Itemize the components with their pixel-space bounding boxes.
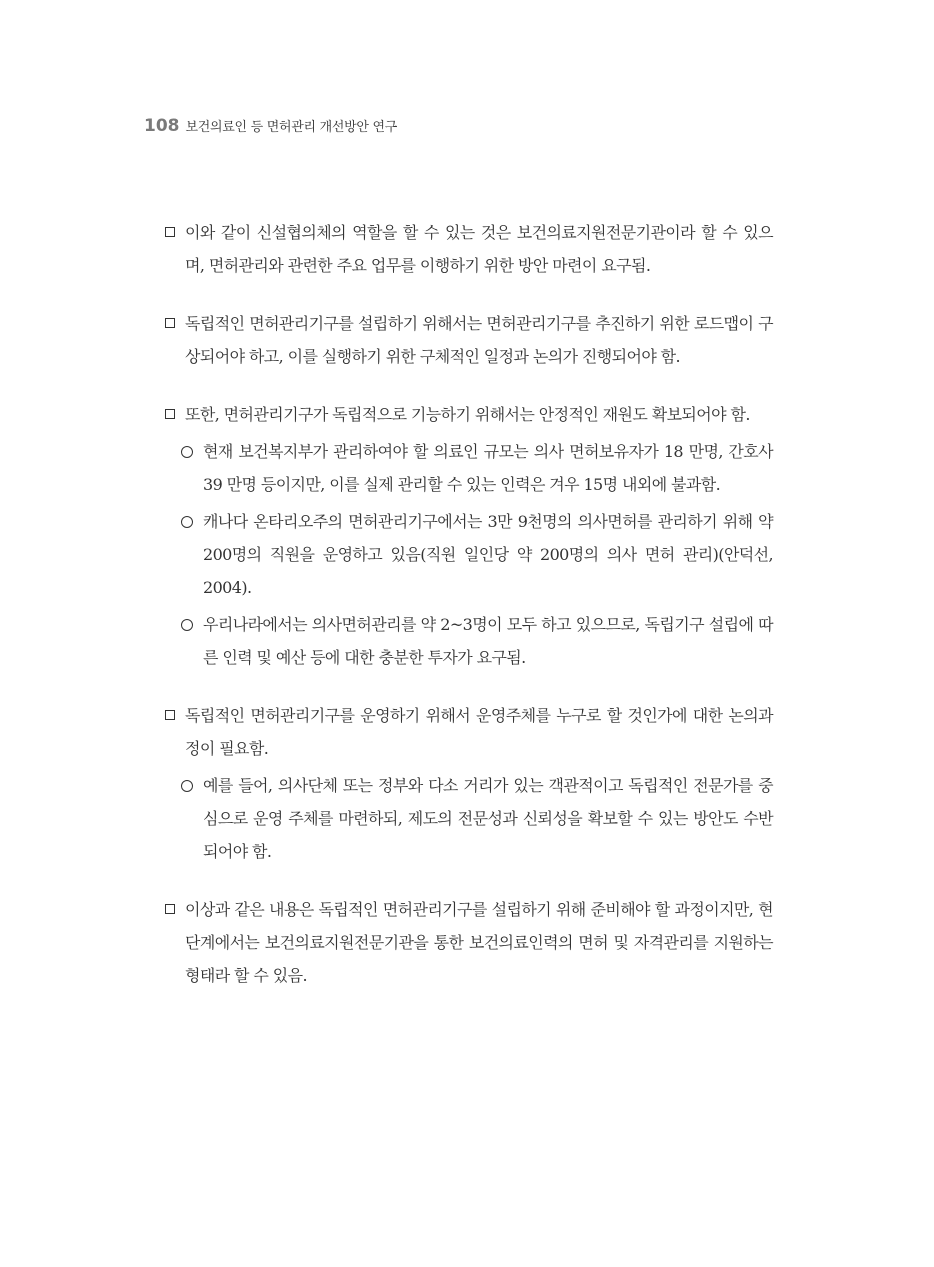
item-text: 독립적인 면허관리기구를 운영하기 위해서 운영주체를 누구로 할 것인가에 대한 논의과정이 필요함. xyxy=(185,706,773,758)
item-text: 독립적인 면허관리기구를 설립하기 위해서는 면허관리기구를 추진하기 위한 로드맵이 구상되어야 하고, 이를 실행하기 위한 구체적인 일정과 논의가 진행되어야 함. xyxy=(185,314,773,366)
sub-item-text: 캐나다 온타리오주의 면허관리기구에서는 3만 9천명의 의사면허를 관리하기 위해 약 200명의 직원을 운영하고 있음(직원 일인당 약 200명의 의사 면허 관리)(안덕선, 2004). xyxy=(203,512,773,597)
square-bullet-item xyxy=(163,307,773,373)
square-bullet-item xyxy=(163,699,773,765)
square-bullet-item xyxy=(163,398,773,431)
square-bullet-item xyxy=(163,893,773,992)
circle-bullet-item xyxy=(163,769,773,868)
page-header xyxy=(144,116,397,136)
item-text: 이상과 같은 내용은 독립적인 면허관리기구를 설립하기 위해 준비해야 할 과정이지만, 현 단계에서는 보건의료지원전문기관을 통한 보건의료인력의 면허 및 자격관리를 지원하는 형태라 할 수 있음. xyxy=(185,900,773,985)
sub-item-text: 우리나라에서는 의사면허관리를 약 2~3명이 모두 하고 있으므로, 독립기구 설립에 따른 인력 및 예산 등에 대한 충분한 투자가 요구됨. xyxy=(203,615,773,667)
item-text: 이와 같이 신설협의체의 역할을 할 수 있는 것은 보건의료지원전문기관이라 할 수 있으며, 면허관리와 관련한 주요 업무를 이행하기 위한 방안 마련이 요구됨. xyxy=(185,223,773,275)
running-title: 보건의료인 등 면허관리 개선방안 연구 xyxy=(185,120,397,135)
document-body xyxy=(163,216,773,1017)
square-bullet-item xyxy=(163,216,773,282)
bullet-group xyxy=(163,398,773,674)
page-number: 108 xyxy=(144,116,180,136)
circle-bullet-item xyxy=(163,505,773,604)
sub-item-text: 현재 보건복지부가 관리하여야 할 의료인 규모는 의사 면허보유자가 18 만명, 간호사 39 만명 등이지만, 이를 실제 관리할 수 있는 인력은 겨우 15명 내외에 불과함. xyxy=(203,442,773,494)
item-text: 또한, 면허관리기구가 독립적으로 기능하기 위해서는 안정적인 재원도 확보되어야 함. xyxy=(185,405,750,424)
bullet-group xyxy=(163,699,773,868)
circle-bullet-item xyxy=(163,608,773,674)
circle-bullet-item xyxy=(163,435,773,501)
sub-item-text: 예를 들어, 의사단체 또는 정부와 다소 거리가 있는 객관적이고 독립적인 전문가를 중심으로 운영 주체를 마련하되, 제도의 전문성과 신뢰성을 확보할 수 있는 방안도 수반되어야 함. xyxy=(203,776,773,861)
